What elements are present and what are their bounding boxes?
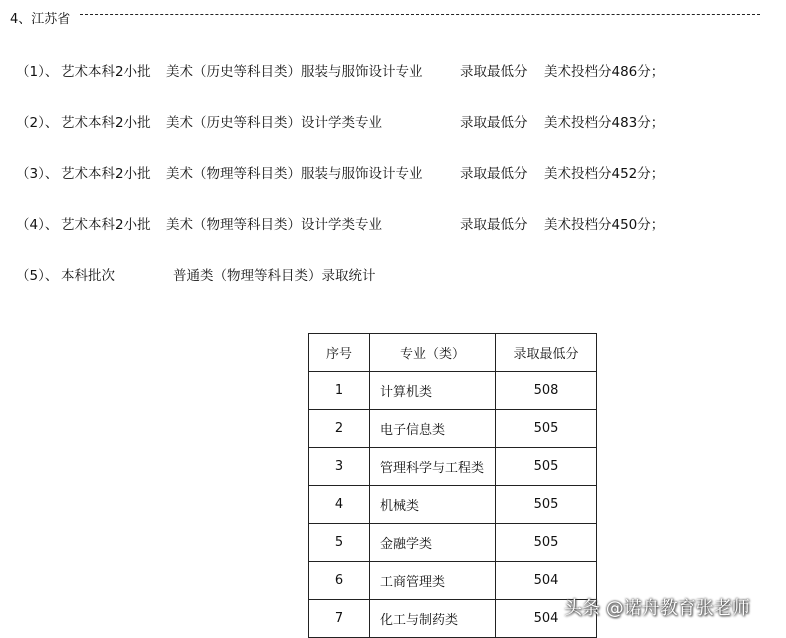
- cell-score: 504: [496, 600, 597, 638]
- score-table: [308, 333, 597, 638]
- cell-index: 1: [309, 372, 370, 410]
- cell-major: 金融学类: [370, 524, 496, 562]
- entry-label: 录取最低分: [460, 64, 528, 80]
- cell-score: 505: [496, 448, 597, 486]
- table-row: [309, 410, 597, 448]
- header-index: 序号: [309, 334, 370, 372]
- cell-major: 工商管理类: [370, 562, 496, 600]
- table-row: [309, 372, 597, 410]
- table-row: [309, 486, 597, 524]
- entry-score: 美术投档分452分；: [544, 166, 665, 182]
- entry-batch: 艺术本科2小批: [61, 166, 151, 182]
- entry-subject: 美术（历史等科目类）服装与服饰设计专业: [166, 64, 423, 80]
- cell-score: 504: [496, 562, 597, 600]
- cell-major: 机械类: [370, 486, 496, 524]
- cell-index: 5: [309, 524, 370, 562]
- header-min-score: 录取最低分: [496, 334, 597, 372]
- entry-label: 录取最低分: [460, 166, 528, 182]
- cell-index: 7: [309, 600, 370, 638]
- entry-batch: 艺术本科2小批: [61, 115, 151, 131]
- entry-subject: 美术（物理等科目类）服装与服饰设计专业: [166, 166, 423, 182]
- entry-number: （1）、: [16, 64, 59, 80]
- entry-score: 美术投档分486分；: [544, 64, 665, 80]
- header-major: 专业（类）: [370, 334, 496, 372]
- cell-major: 计算机类: [370, 372, 496, 410]
- table-row: [309, 600, 597, 638]
- cell-index: 4: [309, 486, 370, 524]
- dashed-rule: [80, 14, 760, 16]
- entry-number: （2）、: [16, 115, 59, 131]
- entry-number: （5）、: [16, 268, 59, 284]
- entry-number: （4）、: [16, 217, 59, 233]
- entry-subject: 美术（物理等科目类）设计学类专业: [166, 217, 382, 233]
- cell-score: 505: [496, 486, 597, 524]
- entry-batch: 本科批次: [61, 268, 115, 284]
- table-header-row: [309, 334, 597, 372]
- cell-score: 508: [496, 372, 597, 410]
- cell-index: 2: [309, 410, 370, 448]
- table-row: [309, 562, 597, 600]
- cell-index: 3: [309, 448, 370, 486]
- cell-major: 化工与制药类: [370, 600, 496, 638]
- entry-batch: 艺术本科2小批: [61, 64, 151, 80]
- cell-score: 505: [496, 410, 597, 448]
- entry-label: 录取最低分: [460, 115, 528, 131]
- entry-score: 美术投档分450分；: [544, 217, 665, 233]
- entry-score: 美术投档分483分；: [544, 115, 665, 131]
- entry-label: 录取最低分: [460, 217, 528, 233]
- entry-number: （3）、: [16, 166, 59, 182]
- cell-index: 6: [309, 562, 370, 600]
- table-row: [309, 524, 597, 562]
- watermark: 头条 @诺舟教育张老师: [564, 598, 750, 619]
- cell-major: 管理科学与工程类: [370, 448, 496, 486]
- entry-subject: 美术（历史等科目类）设计学类专业: [166, 115, 382, 131]
- cell-score: 505: [496, 524, 597, 562]
- section-heading: 4、江苏省: [10, 12, 71, 27]
- entry-batch: 艺术本科2小批: [61, 217, 151, 233]
- table-row: [309, 448, 597, 486]
- entry-category: 普通类（物理等科目类）录取统计: [173, 268, 376, 284]
- cell-major: 电子信息类: [370, 410, 496, 448]
